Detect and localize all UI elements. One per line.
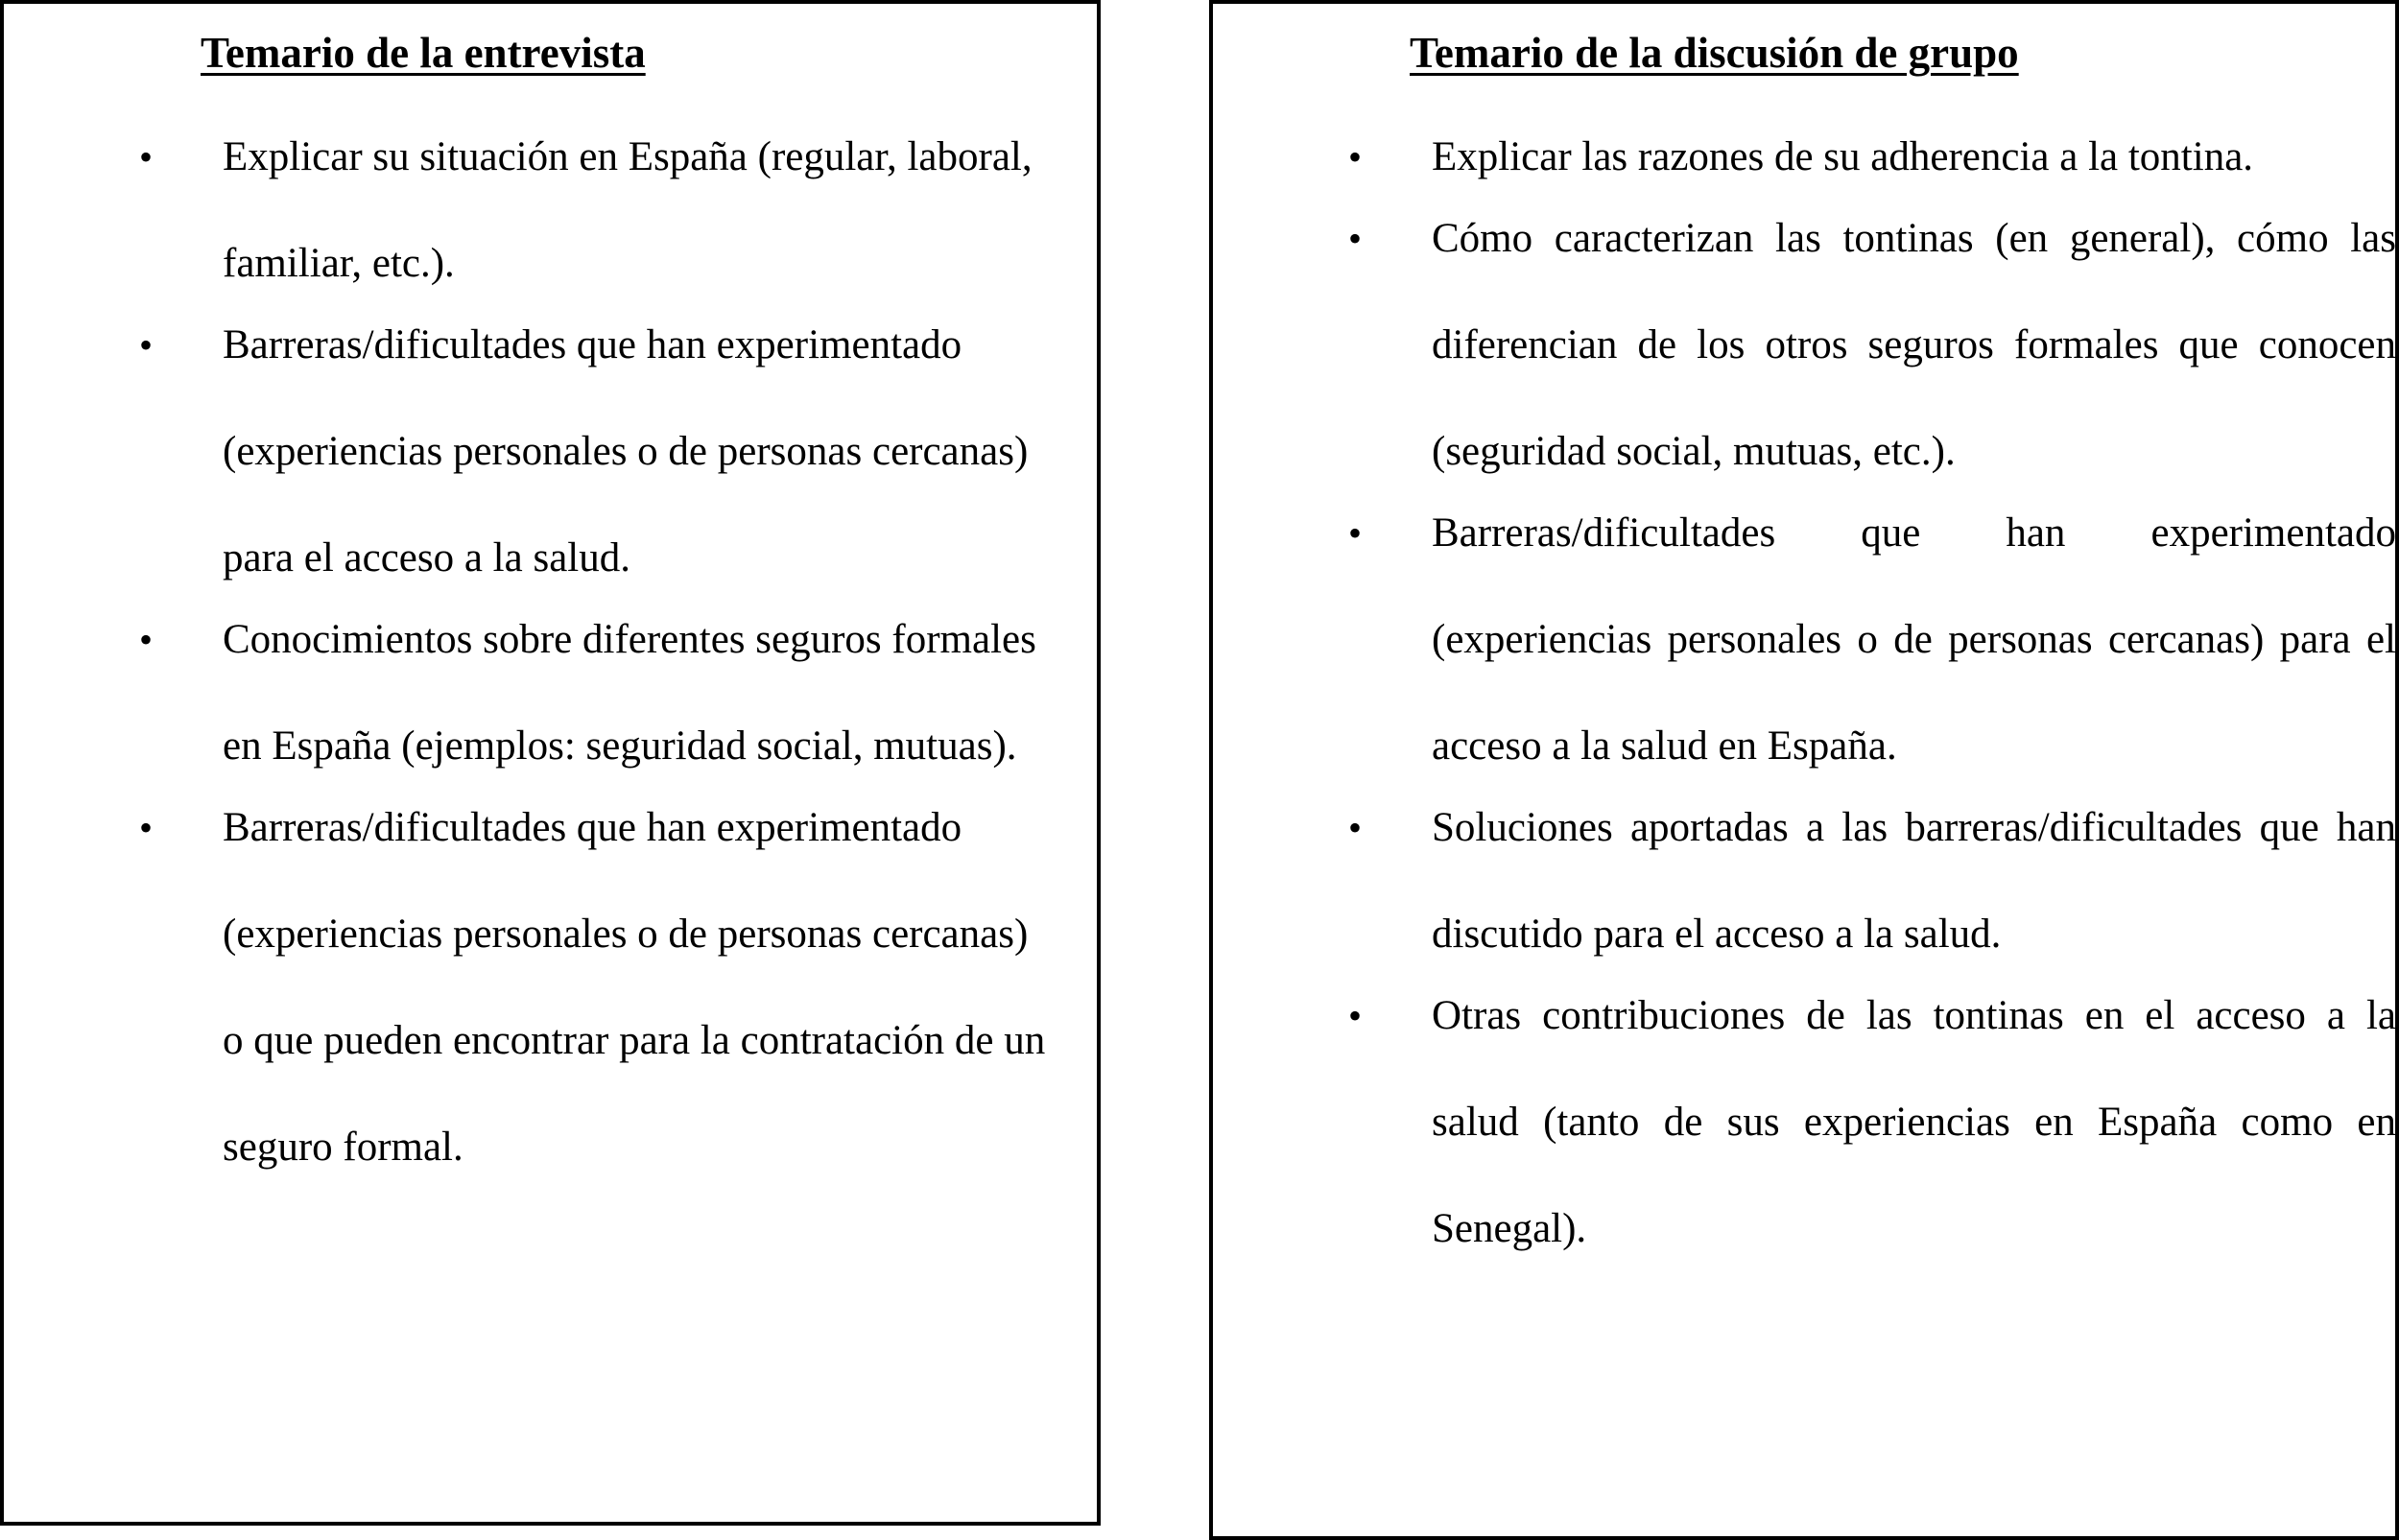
bullet-icon: • bbox=[138, 135, 153, 178]
bullet-icon: • bbox=[1347, 806, 1362, 849]
group-topic-text: Soluciones aportadas a las barreras/dificultades que han discutido para el acceso a la salud. bbox=[1432, 805, 2396, 957]
interview-topic-item bbox=[131, 292, 1053, 611]
group-discussion-topics-panel bbox=[1209, 0, 2399, 1540]
group-topic-text: Explicar las razones de su adherencia a la tontina. bbox=[1432, 134, 2254, 179]
interview-topic-text: Barreras/dificultades que han experimentado (experiencias personales o de personas cercanas) o que pueden encontrar para la contratación de un seguro formal. bbox=[223, 805, 1046, 1170]
group-topic-item bbox=[1341, 774, 2396, 987]
group-topic-item bbox=[1341, 962, 2396, 1282]
group-topic-item bbox=[1341, 480, 2396, 799]
bullet-icon: • bbox=[138, 806, 153, 849]
group-topic-text: Barreras/dificultades que han experimentado (experiencias personales o de personas cercanas) para el acceso a la salud en España. bbox=[1432, 510, 2396, 769]
interview-topics-panel bbox=[0, 0, 1101, 1526]
group-topic-item bbox=[1341, 185, 2396, 505]
bullet-icon: • bbox=[138, 323, 153, 367]
interview-topics-list bbox=[131, 129, 1053, 1200]
interview-topics-title: Temario de la entrevista bbox=[201, 29, 646, 77]
group-discussion-topics-list bbox=[1341, 129, 2396, 1282]
interview-topic-item bbox=[131, 586, 1053, 799]
group-topic-text: Otras contribuciones de las tontinas en el acceso a la salud (tanto de sus experiencias en España como en Senegal). bbox=[1432, 993, 2396, 1251]
bullet-icon: • bbox=[1347, 994, 1362, 1037]
group-discussion-topics-title: Temario de la discusión de grupo bbox=[1410, 29, 2019, 77]
interview-topic-text: Explicar su situación en España (regular, laboral, familiar, etc.). bbox=[223, 134, 1033, 286]
interview-topic-text: Barreras/dificultades que han experimentado (experiencias personales o de personas cercanas) para el acceso a la salud. bbox=[223, 322, 1029, 580]
bullet-icon: • bbox=[1347, 511, 1362, 555]
bullet-icon: • bbox=[1347, 135, 1362, 178]
bullet-icon: • bbox=[138, 618, 153, 661]
group-topic-text: Cómo caracterizan las tontinas (en general), cómo las diferencian de los otros seguros formales que conocen (seguridad social, mutuas, etc.). bbox=[1432, 216, 2396, 474]
interview-topic-item bbox=[131, 104, 1053, 317]
bullet-icon: • bbox=[1347, 217, 1362, 260]
interview-topic-text: Conocimientos sobre diferentes seguros formales en España (ejemplos: seguridad social, mutuas). bbox=[223, 617, 1036, 769]
interview-topic-item bbox=[131, 774, 1053, 1200]
